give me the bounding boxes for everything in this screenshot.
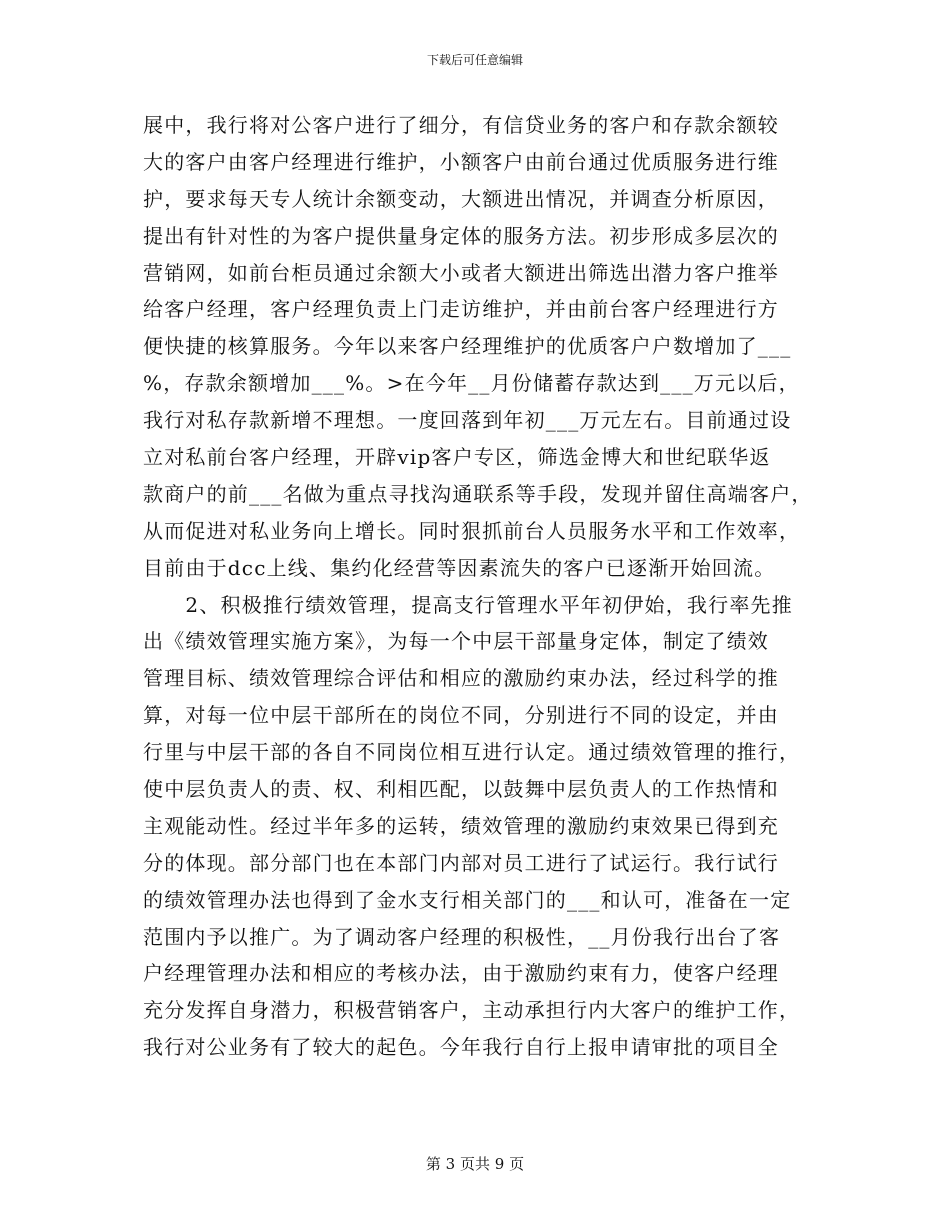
body-line: 行里与中层干部的各自不同岗位相互进行认定。通过绩效管理的推行， xyxy=(143,740,801,765)
body-line: 出《绩效管理实施方案》，为每一个中层干部量身定体，制定了绩效 xyxy=(143,629,769,654)
body-line: 户经理管理办法和相应的考核办法，由于激励约束有力，使客户经理 xyxy=(143,961,779,986)
body-line: 展中，我行将对公客户进行了细分，有信贷业务的客户和存款余额较 xyxy=(143,113,779,137)
body-line: 提出有针对性的为客户提供量身定体的服务方法。初步形成多层次的 xyxy=(143,223,779,248)
body-line: 2、积极推行绩效管理，提高支行管理水平年初伊始，我行率先推 xyxy=(143,592,793,617)
body-line: 主观能动性。经过半年多的运转，绩效管理的激励约束效果已得到充 xyxy=(143,813,779,838)
body-line: 分的体现。部分部门也在本部门内部对员工进行了试运行。我行试行 xyxy=(143,850,779,875)
body-line: 我行对私存款新增不理想。一度回落到年初___万元左右。目前通过设 xyxy=(143,408,792,433)
body-line: 便快捷的核算服务。今年以来客户经理维护的优质客户户数增加了___ xyxy=(143,334,792,359)
page-header: 下载后可任意编辑 xyxy=(426,53,523,67)
body-line: 范围内予以推广。为了调动客户经理的积极性，__月份我行出台了客 xyxy=(143,924,781,949)
body-line: 大的客户由客户经理进行维护，小额客户由前台通过优质服务进行维 xyxy=(143,149,779,174)
body-line: 营销网，如前台柜员通过余额大小或者大额进出筛选出潜力客户推举 xyxy=(143,260,779,285)
body-line: 立对私前台客户经理，开辟vip客户专区，筛选金博大和世纪联华返 xyxy=(143,445,771,470)
body-line: 从而促进对私业务向上增长。同时狠抓前台人员服务水平和工作效率， xyxy=(143,518,801,543)
body-line: 充分发挥自身潜力，积极营销客户，主动承担行内大客户的维护工作， xyxy=(143,998,801,1023)
body-line: 算，对每一位中层干部所在的岗位不同，分别进行不同的设定，并由 xyxy=(143,703,779,728)
page-number: 第 3 页共 9 页 xyxy=(425,1155,525,1173)
body-line: 给客户经理，客户经理负责上门走访维护，并由前台客户经理进行方 xyxy=(143,297,779,322)
body-line: 护，要求每天专人统计余额变动，大额进出情况，并调查分析原因， xyxy=(143,186,779,211)
body-line: 我行对公业务有了较大的起色。今年我行自行上报申请审批的项目全 xyxy=(143,1035,779,1060)
body-line: 管理目标、绩效管理综合评估和相应的激励约束办法，经过科学的推 xyxy=(143,666,779,691)
body-line: 的绩效管理办法也得到了金水支行相关部门的___和认可，准备在一定 xyxy=(143,887,792,912)
body-line: 目前由于dcc上线、集约化经营等因素流失的客户已逐渐开始回流。 xyxy=(143,555,776,580)
document-body xyxy=(143,107,813,1066)
body-line: 使中层负责人的责、权、利相匹配，以鼓舞中层负责人的工作热情和 xyxy=(143,777,779,802)
body-line: %，存款余额增加___%。>在今年__月份储蓄存款达到___万元以后， xyxy=(143,371,800,396)
body-line: 款商户的前___名做为重点寻找沟通联系等手段，发现并留住高端客户， xyxy=(143,481,813,506)
